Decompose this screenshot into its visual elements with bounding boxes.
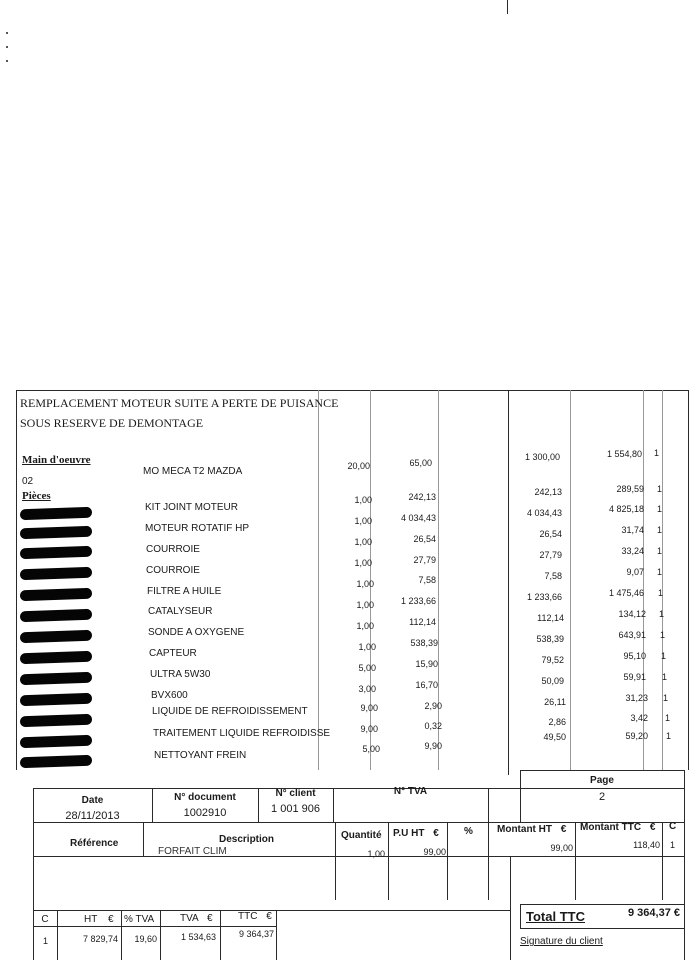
tva-row-tva: 1 534,63 (180, 932, 216, 942)
item-unit-price: 7,58 (418, 575, 436, 585)
item-designation: CATALYSEUR (148, 606, 213, 617)
col-header-percent: % (464, 826, 473, 837)
main-oeuvre-designation: MO MECA T2 MAZDA (143, 466, 243, 477)
item-designation: LIQUIDE DE REFROIDISSEMENT (152, 706, 308, 717)
item-total-ttc: 9,07 (626, 567, 644, 577)
page-box-top-border (520, 770, 684, 771)
header-line-1: REMPLACEMENT MOTEUR SUITE A PERTE DE PUISANCE (20, 396, 339, 410)
redaction-mark (20, 526, 92, 540)
date-value: 28/11/2013 (65, 810, 120, 822)
item-unit-price: 26,54 (413, 534, 436, 544)
pieces-label: Pièces (22, 490, 51, 502)
item-code-tva: 1 (661, 651, 667, 661)
item-quantity: 9,00 (360, 724, 378, 734)
item-unit-price: 4 034,43 (400, 513, 436, 523)
tva-header-bottom-border (33, 926, 276, 927)
item-code-tva: 1 (663, 693, 669, 703)
tva-header-tva-label: TVA (180, 913, 199, 924)
item-designation: ULTRA 5W30 (150, 669, 211, 680)
item-designation: FILTRE A HUILE (147, 586, 222, 597)
col-header-vat-code: C (669, 821, 677, 832)
bottom-item-quantity: 1,00 (367, 849, 385, 859)
table-left-border (16, 390, 17, 770)
item-designation: SONDE A OXYGENE (148, 627, 245, 638)
header-divider (488, 822, 489, 900)
item-total-ttc: 643,91 (618, 630, 646, 640)
item-total-ht: 538,39 (536, 634, 564, 644)
item-quantity: 1,00 (356, 621, 374, 631)
item-unit-price: 112,14 (409, 617, 436, 627)
item-unit-price: 15,90 (415, 659, 438, 669)
col-header-amount-ht (497, 824, 566, 835)
col-header-amount-ttc (580, 822, 655, 833)
tva-header-ttc-currency: € (266, 911, 272, 922)
redaction-mark (20, 567, 92, 581)
item-unit-price: 1 233,66 (400, 596, 436, 606)
redaction-mark (20, 672, 92, 686)
redaction-mark (20, 735, 92, 749)
item-total-ht: 7,58 (544, 571, 562, 581)
item-designation: COURROIE (146, 544, 200, 555)
amount-ttc-currency: € (649, 822, 656, 833)
page-number: 2 (598, 791, 606, 803)
item-quantity: 1,00 (358, 642, 376, 652)
main-oeuvre-unit-price: 65,00 (409, 458, 432, 468)
page-label: Page (590, 775, 614, 786)
header-divider (335, 822, 336, 900)
main-oeuvre-label: Main d'oeuvre (22, 454, 91, 466)
item-code-tva: 1 (657, 484, 663, 494)
item-total-ht: 112,14 (537, 613, 564, 623)
item-quantity: 3,00 (358, 684, 376, 694)
item-total-ttc: 134,12 (618, 609, 646, 619)
item-quantity: 1,00 (354, 558, 372, 568)
amount-ht-label: Montant HT (497, 824, 552, 835)
item-unit-price: 0,32 (424, 721, 442, 731)
item-unit-price: 16,70 (415, 680, 438, 690)
column-divider (438, 390, 439, 770)
table-top-border (16, 390, 688, 391)
amount-ht-currency: € (560, 824, 567, 835)
amount-ttc-label: Montant TTC (580, 822, 642, 833)
item-total-ht: 26,54 (539, 529, 562, 539)
cut-off-description-text: FORFAIT CLIM (158, 846, 227, 857)
item-code-tva: 1 (665, 713, 671, 723)
redaction-mark (20, 609, 92, 623)
item-quantity: 1,00 (356, 579, 374, 589)
item-code-tva: 1 (657, 525, 663, 535)
column-divider (660, 390, 666, 770)
item-designation: NETTOYANT FREIN (154, 750, 247, 761)
item-total-ht: 26,11 (544, 697, 566, 707)
item-total-ht: 27,79 (539, 550, 562, 560)
header-divider (447, 822, 448, 900)
col-header-quantity: Quantité (341, 830, 382, 841)
item-total-ttc: 33,24 (621, 546, 644, 556)
cut-off-description (150, 846, 240, 858)
total-ttc-label: Total TTC (526, 909, 585, 924)
item-unit-price: 242,13 (408, 492, 436, 502)
item-unit-price: 538,39 (410, 638, 438, 648)
client-signature-label: Signature du client (520, 936, 603, 947)
tva-row-ht: 7 829,74 (82, 934, 118, 944)
tva-header-tva-currency: € (206, 913, 213, 924)
tva-row-percent: 19,60 (134, 934, 157, 944)
item-total-ht: 50,09 (541, 676, 564, 686)
item-total-ttc: 4 825,18 (608, 504, 644, 514)
total-box-top-border (520, 904, 684, 905)
item-total-ttc: 1 475,46 (608, 588, 644, 598)
tva-col-divider (57, 910, 58, 960)
tva-header-tva (180, 913, 213, 924)
item-quantity: 1,00 (354, 537, 372, 547)
item-designation: TRAITEMENT LIQUIDE REFROIDISSE (153, 728, 331, 739)
table-right-border (688, 390, 689, 770)
header-divider (143, 822, 144, 856)
tva-header-percent: % TVA (124, 914, 155, 925)
item-total-ht: 79,52 (541, 655, 564, 665)
unit-price-currency: € (433, 828, 439, 839)
tva-header-ttc (238, 911, 272, 922)
total-ttc-value: 9 364,37 € (628, 907, 680, 919)
scan-speck (6, 46, 8, 48)
info-cell-divider (488, 788, 489, 822)
tva-header-ht-label: HT (84, 914, 98, 925)
item-total-ttc: 95,10 (623, 651, 646, 661)
tva-header-c: C (41, 914, 49, 925)
item-code-tva: 1 (666, 731, 672, 741)
document-number-value: 1002910 (183, 807, 227, 819)
bottom-item-code-tva: 1 (670, 840, 676, 850)
info-box-right-border (684, 770, 685, 960)
item-unit-price: 9,90 (424, 741, 442, 751)
client-number-value: 1 001 906 (271, 803, 320, 815)
item-total-ht: 4 034,43 (526, 508, 562, 518)
redaction-mark (20, 507, 92, 521)
total-box-left-border (520, 904, 521, 928)
item-total-ht: 2,86 (548, 717, 566, 727)
item-quantity: 1,00 (354, 495, 372, 505)
item-total-ttc: 31,23 (625, 693, 648, 703)
item-code-tva: 1 (657, 546, 663, 556)
item-unit-price: 2,90 (424, 701, 442, 711)
item-total-ttc: 31,74 (621, 525, 644, 535)
item-quantity: 1,00 (356, 600, 374, 610)
item-quantity: 9,00 (360, 703, 378, 713)
totals-left-border (510, 856, 511, 960)
column-divider (318, 390, 319, 770)
item-code-tva: 1 (660, 630, 666, 640)
header-divider (388, 822, 389, 900)
item-total-ht: 49,50 (543, 732, 566, 742)
bottom-item-total-ttc: 118,40 (633, 840, 660, 850)
header-line-2: SOUS RESERVE DE DEMONTAGE (20, 416, 204, 430)
redaction-mark (20, 755, 92, 769)
main-oeuvre-code: 02 (22, 476, 34, 487)
item-total-ht: 242,13 (534, 487, 562, 497)
main-oeuvre-code-tva: 1 (654, 448, 660, 458)
unit-price-label: P.U HT (393, 828, 425, 839)
item-unit-price: 27,79 (413, 555, 436, 565)
item-designation: CAPTEUR (149, 648, 197, 659)
tva-header-ht-currency: € (107, 914, 114, 925)
header-divider (575, 822, 576, 900)
col-header-reference: Référence (70, 838, 119, 849)
redaction-mark (20, 588, 92, 602)
bottom-item-total-ht: 99,00 (550, 843, 573, 853)
bottom-item-unit-price: 99,00 (423, 847, 446, 857)
redaction-mark (20, 693, 92, 707)
item-code-tva: 1 (657, 567, 663, 577)
date-label: Date (81, 795, 104, 806)
main-oeuvre-quantity: 20,00 (347, 461, 370, 471)
item-total-ttc: 59,91 (623, 672, 646, 682)
scan-speck (6, 32, 8, 34)
item-total-ht: 1 233,66 (526, 592, 562, 602)
main-oeuvre-total-ht: 1 300,00 (524, 452, 560, 462)
client-number-label: N° client (275, 788, 316, 799)
item-designation: KIT JOINT MOTEUR (145, 502, 238, 513)
tva-row-code: 1 (43, 936, 49, 946)
document-number-label: N° document (174, 792, 236, 803)
redaction-mark (20, 651, 92, 665)
item-designation: BVX600 (151, 690, 188, 701)
redaction-mark (20, 714, 92, 728)
scan-artifact-line (507, 0, 508, 14)
scan-speck (6, 60, 8, 62)
column-divider (570, 390, 571, 770)
tva-row-ttc: 9 364,37 (238, 929, 274, 939)
item-total-ttc: 3,42 (630, 713, 648, 723)
item-quantity: 1,00 (354, 516, 372, 526)
item-quantity: 5,00 (358, 663, 376, 673)
col-header-description: Description (219, 834, 275, 845)
item-code-tva: 1 (657, 504, 663, 514)
col-header-unit-price (393, 828, 439, 839)
total-box-bottom-border (520, 928, 684, 929)
item-total-ttc: 59,20 (625, 731, 648, 741)
main-oeuvre-total-ttc: 1 554,80 (606, 449, 642, 459)
item-designation: COURROIE (146, 565, 200, 576)
tva-col-divider (276, 910, 277, 960)
item-code-tva: 1 (659, 609, 665, 619)
item-designation: MOTEUR ROTATIF HP (145, 523, 250, 534)
item-code-tva: 1 (662, 672, 668, 682)
redaction-mark (20, 630, 92, 644)
tva-header-ht (84, 914, 114, 925)
tva-header-ttc-label: TTC (238, 911, 258, 922)
item-total-ttc: 289,59 (616, 484, 644, 494)
item-code-tva: 1 (658, 588, 664, 598)
item-quantity: 5,00 (362, 744, 380, 754)
redaction-mark (20, 546, 92, 560)
header-divider (662, 822, 663, 900)
vat-number-label: N° TVA (393, 786, 428, 797)
